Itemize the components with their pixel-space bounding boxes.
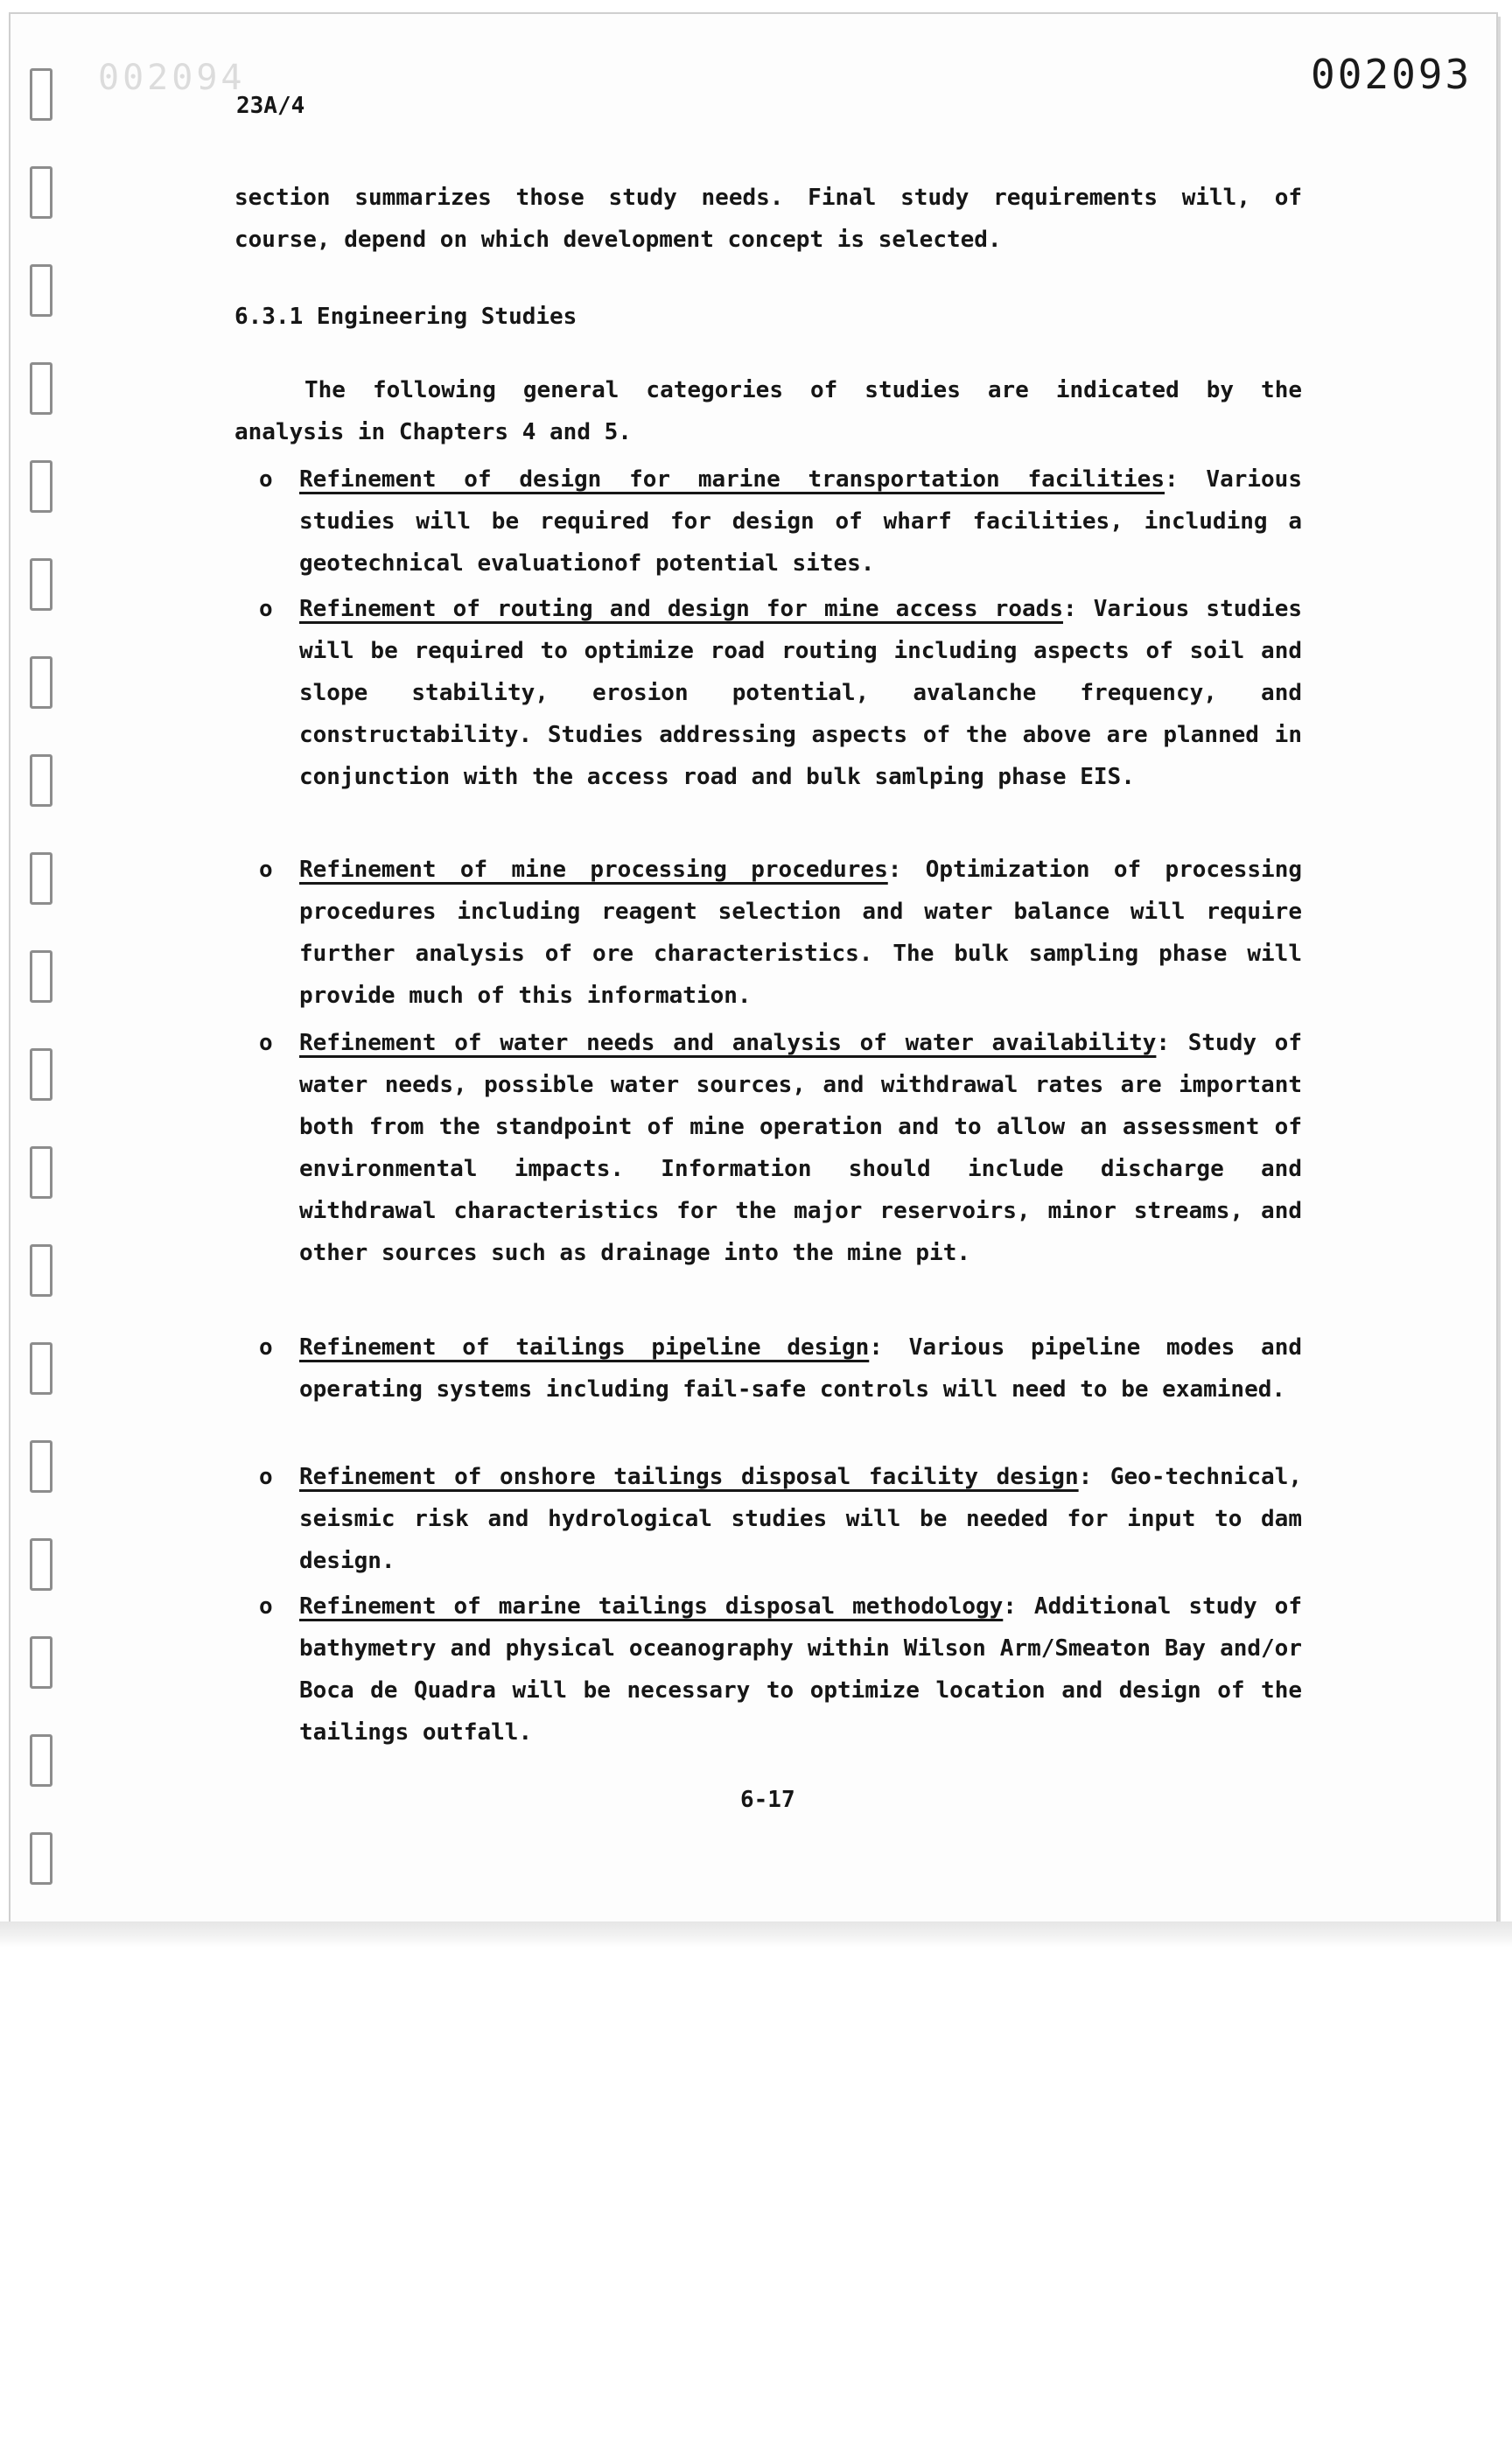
list-item bbox=[259, 1586, 1302, 1754]
binder-hole-icon bbox=[30, 1048, 52, 1101]
list-item-topic: Refinement of design for marine transportation facilities bbox=[299, 466, 1165, 493]
binder-hole-icon bbox=[30, 1440, 52, 1493]
bullet-marker: o bbox=[259, 1334, 273, 1361]
binder-hole-icon bbox=[30, 68, 52, 121]
list-item-topic: Refinement of routing and design for mine access roads bbox=[299, 596, 1063, 622]
list-item-body: : Various pipeline modes and operating systems including fail-safe controls will need to be examined. bbox=[299, 1334, 1302, 1403]
section-lead-paragraph: The following general categories of studies are indicated by the analysis in Chapters 4 and 5. bbox=[234, 377, 1302, 445]
binder-hole-icon bbox=[30, 852, 52, 905]
list-item-topic: Refinement of marine tailings disposal methodology bbox=[299, 1593, 1004, 1620]
list-item bbox=[259, 588, 1302, 798]
file-code: 23A/4 bbox=[236, 93, 305, 119]
list-item bbox=[259, 1022, 1302, 1274]
list-item-topic: Refinement of water needs and analysis of water availability bbox=[299, 1030, 1157, 1056]
list-item-body: : Optimization of processing procedures including reagent selection and water balance will require further analysis of ore characteristics. The bulk sampling phase will provide much of this information. bbox=[299, 857, 1302, 1009]
list-item bbox=[259, 849, 1302, 1017]
list-item-topic: Refinement of onshore tailings disposal facility design bbox=[299, 1464, 1079, 1490]
bullet-marker: o bbox=[259, 1464, 273, 1490]
binder-hole-icon bbox=[30, 754, 52, 807]
bullet-marker: o bbox=[259, 857, 273, 883]
binder-hole-icon bbox=[30, 950, 52, 1003]
bullet-marker: o bbox=[259, 1593, 273, 1620]
binder-hole-icon bbox=[30, 1636, 52, 1689]
bleed-through-number: 002094 bbox=[98, 58, 246, 98]
list-item bbox=[259, 458, 1302, 584]
intro-paragraph: section summarizes those study needs. Final study requirements will, of course, depend on which development concept is selected. bbox=[234, 185, 1302, 253]
list-item-topic: Refinement of mine processing procedures bbox=[299, 857, 888, 883]
list-item-body: : Additional study of bathymetry and physical oceanography within Wilson Arm/Smeaton Bay and/or Boca de Quadra will be necessary to optimize location and design of the tailings outfall. bbox=[299, 1593, 1302, 1746]
list-item-body: : Geo-technical, seismic risk and hydrological studies will be needed for input to dam design. bbox=[299, 1464, 1303, 1574]
bullet-marker: o bbox=[259, 596, 273, 622]
binder-hole-icon bbox=[30, 1538, 52, 1591]
document-page bbox=[9, 12, 1498, 1923]
binder-hole-icon bbox=[30, 1146, 52, 1199]
binder-hole-icon bbox=[30, 166, 52, 219]
list-item-body: : Various studies will be required to optimize road routing including aspects of soil and slope stability, erosion potential, avalanche frequency, and constructability. Studies addressing aspects of the above are planned in conjunction with the access road and bulk samlping phase EIS. bbox=[299, 596, 1302, 790]
bullet-marker: o bbox=[259, 466, 273, 493]
list-item-body: : Study of water needs, possible water sources, and withdrawal rates are important both from the standpoint of mine operation and to allow an assessment of environmental impacts. Information should include discharge and withdrawal characteristics for the major reservoirs, minor streams, and other sources such as drainage into the mine pit. bbox=[299, 1030, 1302, 1266]
list-item-topic: Refinement of tailings pipeline design bbox=[299, 1334, 870, 1361]
section-heading: 6.3.1 Engineering Studies bbox=[234, 304, 578, 330]
binder-hole-icon bbox=[30, 1832, 52, 1885]
binder-hole-icon bbox=[30, 558, 52, 611]
list-item-body: : Various studies will be required for design of wharf facilities, including a geotechnical evaluationof potential sites. bbox=[299, 466, 1302, 577]
binder-hole-icon bbox=[30, 1244, 52, 1297]
document-control-number: 002093 bbox=[1311, 51, 1473, 98]
page-number: 6-17 bbox=[740, 1787, 795, 1813]
list-item bbox=[259, 1326, 1302, 1410]
binder-hole-icon bbox=[30, 1734, 52, 1787]
binder-hole-icon bbox=[30, 1342, 52, 1395]
list-item bbox=[259, 1456, 1303, 1582]
scan-shadow-band bbox=[0, 1922, 1512, 1948]
binder-hole-icon bbox=[30, 460, 52, 513]
binder-hole-icon bbox=[30, 656, 52, 709]
bullet-marker: o bbox=[259, 1030, 273, 1056]
binder-hole-icon bbox=[30, 362, 52, 415]
binder-hole-icon bbox=[30, 264, 52, 317]
